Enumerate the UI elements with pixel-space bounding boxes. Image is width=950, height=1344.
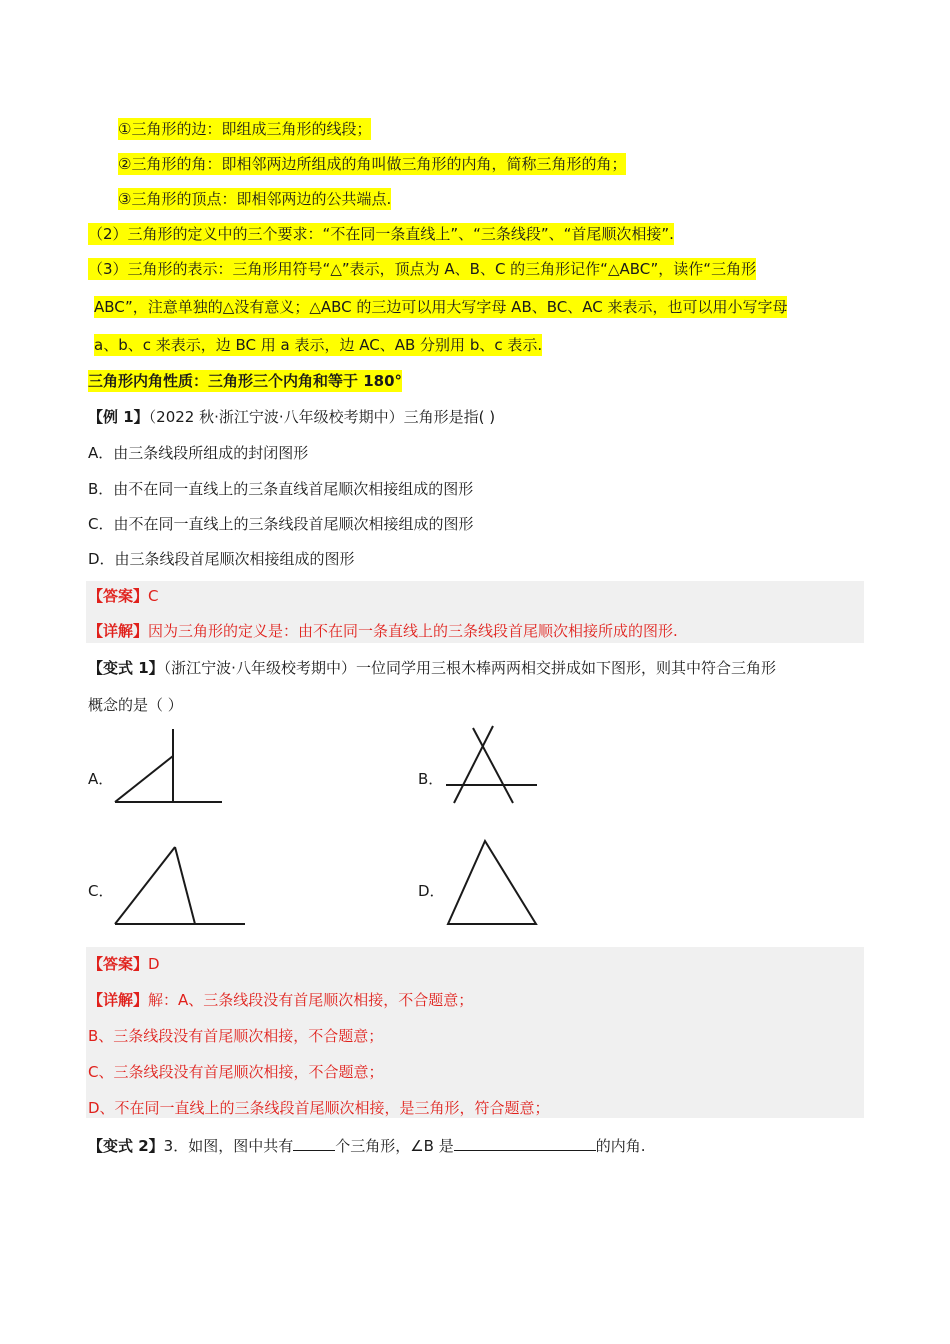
angle-b-triangles-blank[interactable]	[454, 1134, 596, 1151]
variant1-detail-line-b: B、三条线段没有首尾顺次相接，不合题意；	[88, 1027, 384, 1045]
variant1-detail-tag: 【详解】	[88, 991, 149, 1009]
figure-label-d: D．	[418, 882, 445, 900]
intro-item-angles: ②三角形的角：即相邻两边所组成的角叫做三角形的内角，简称三角形的角；	[118, 155, 627, 173]
example1-option-d: D．由三条线段首尾顺次相接组成的图形	[88, 550, 355, 568]
figure-d	[448, 841, 536, 924]
figure-c-right	[175, 847, 195, 924]
example1-tag: 【例 1】	[88, 408, 149, 426]
intro-notation-line3: a、b、c 来表示，边 BC 用 a 表示，边 AC、AB 分别用 b、c 表示.	[94, 336, 543, 354]
variant2-question	[88, 1134, 646, 1157]
intro-notation-line2: ABC”，注意单独的△没有意义；△ABC 的三边可以用大写字母 AB、BC、AC 来表示，也可以用小写字母	[94, 298, 788, 316]
triangle-count-blank[interactable]	[293, 1134, 335, 1151]
intro-item-sides: ①三角形的边：即组成三角形的线段；	[118, 120, 372, 138]
variant1-answer-value: D	[148, 955, 160, 973]
example1-option-b: B．由不在同一直线上的三条直线首尾顺次相接组成的图形	[88, 480, 474, 498]
intro-requirements: （2）三角形的定义中的三个要求：“不在同一条直线上”、“三条线段”、“首尾顺次相接”.	[88, 225, 674, 243]
figure-c	[115, 847, 245, 924]
example1-answer-value: C	[148, 587, 159, 605]
figure-label-b: B．	[418, 770, 444, 788]
figure-c-left	[115, 847, 175, 924]
intro-item-vertices: ③三角形的顶点：即相邻两边的公共端点.	[118, 190, 392, 208]
variant1-tag: 【变式 1】	[88, 659, 164, 677]
example1-detail-text: 因为三角形的定义是：由不在同一条直线上的三条线段首尾顺次相接所成的图形.	[148, 622, 678, 640]
variant1-answer-tag: 【答案】	[88, 955, 149, 973]
example1-detail-tag: 【详解】	[88, 622, 149, 640]
variant1-detail-line-a: 解：A、三条线段没有首尾顺次相接，不合题意；	[148, 991, 474, 1009]
figure-d-triangle	[448, 841, 536, 924]
variant1-detail	[88, 989, 473, 1011]
example1-option-c: C．由不在同一直线上的三条线段首尾顺次相接组成的图形	[88, 515, 474, 533]
variant1-question-text: （浙江宁波·八年级校考期中）一位同学用三根木棒两两相交拼成如下图形，则其中符合三角形	[163, 659, 776, 677]
variant2-text-a: 3．如图，图中共有	[163, 1137, 294, 1155]
example1-answer-tag: 【答案】	[88, 587, 149, 605]
variant1-detail-line-d: D、不在同一直线上的三条线段首尾顺次相接，是三角形，符合题意；	[88, 1099, 550, 1117]
figure-label-c: C．	[88, 882, 114, 900]
variant2-text-c: 的内角.	[595, 1137, 646, 1155]
angle-sum-property: 三角形内角性质：三角形三个内角和等于 180°	[88, 372, 403, 390]
variant1-question-line2: 概念的是（ ）	[88, 696, 183, 714]
variant2-text-b: 个三角形，∠B 是	[335, 1137, 454, 1155]
figure-b-left-slant	[454, 726, 493, 803]
variant1-answer	[88, 953, 160, 975]
figure-label-a: A．	[88, 770, 114, 788]
variant2-tag: 【变式 2】	[88, 1137, 164, 1155]
figure-a-slant	[115, 756, 173, 802]
example1-question-text: （2022 秋·浙江宁波·八年级校考期中）三角形是指( )	[148, 408, 496, 426]
example1-option-a: A．由三条线段所组成的封闭图形	[88, 444, 309, 462]
figure-b	[446, 726, 537, 803]
figure-a	[115, 729, 222, 802]
variant1-detail-line-c: C、三条线段没有首尾顺次相接，不合题意；	[88, 1063, 384, 1081]
intro-notation-line1: （3）三角形的表示：三角形用符号“△”表示，顶点为 A、B、C 的三角形记作“△ABC”，读作“三角形	[88, 260, 757, 278]
figure-b-right-slant	[473, 728, 513, 803]
